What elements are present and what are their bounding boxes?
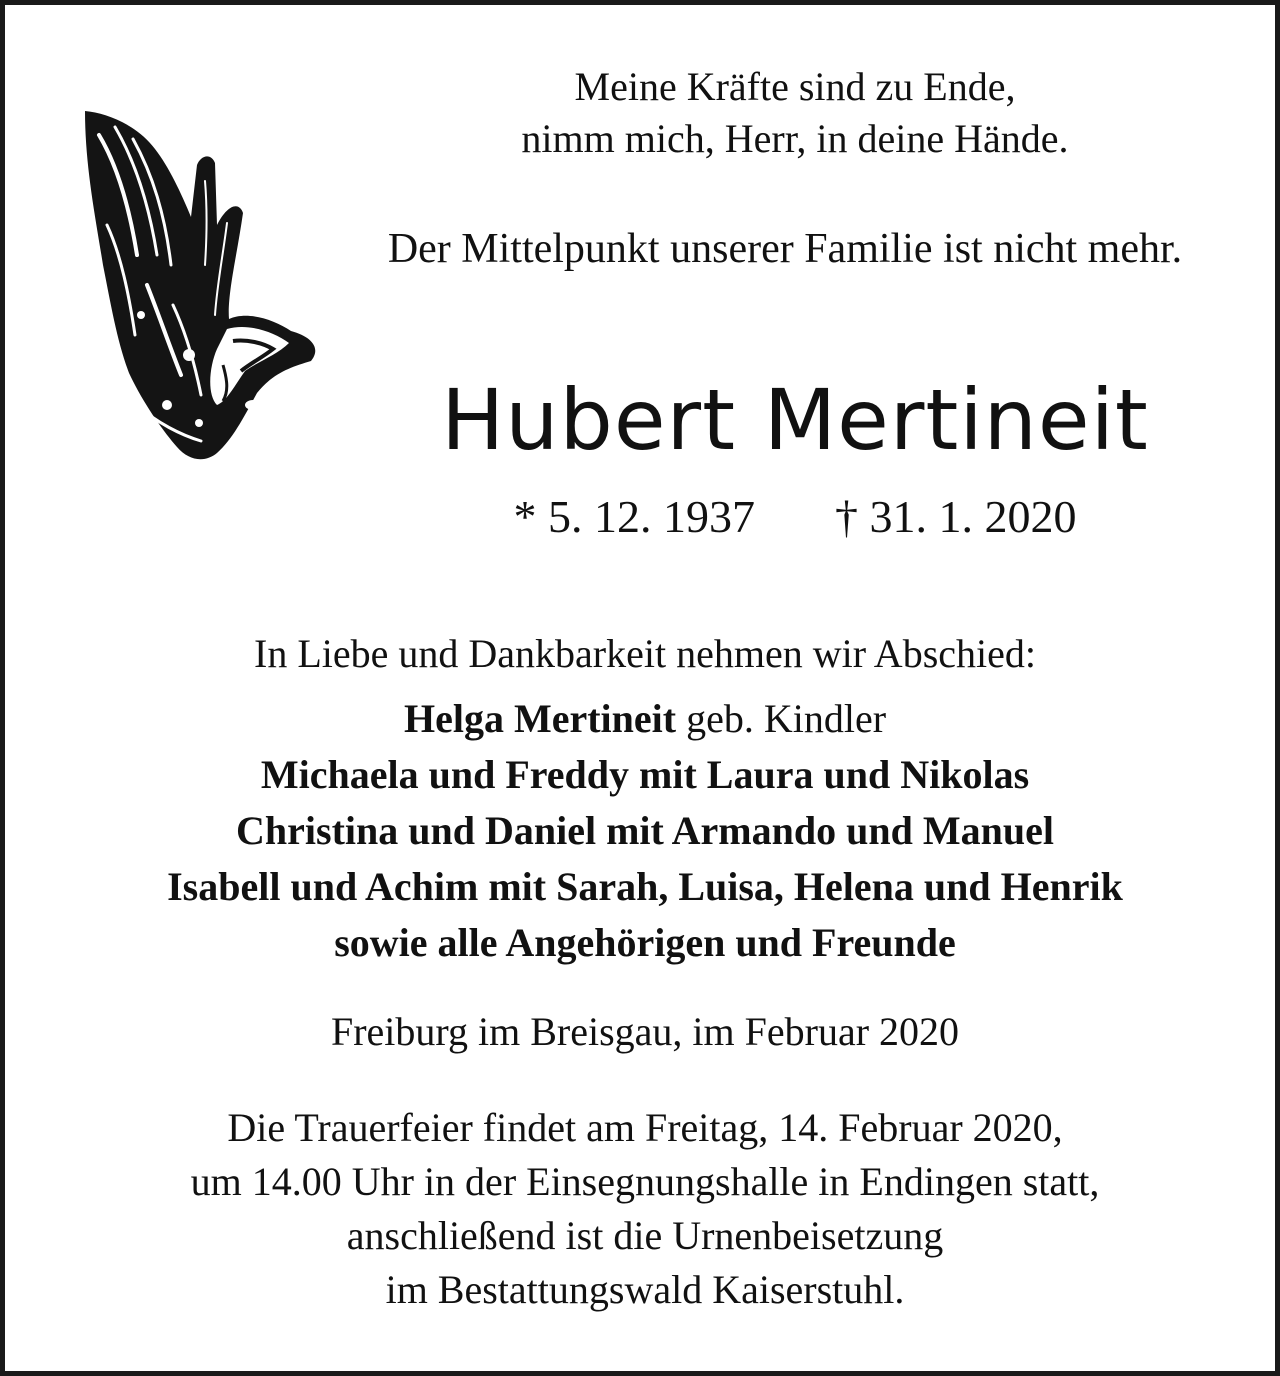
service-line-4: im Bestattungswald Kaiserstuhl. — [385, 1267, 905, 1312]
spouse-line — [35, 691, 1255, 747]
verse-line-2: nimm mich, Herr, in deine Hände. — [521, 116, 1069, 161]
mourner-line — [35, 859, 1255, 915]
spouse-name: Helga Mertineit — [403, 696, 677, 741]
mourner-line-3: Isabell und Achim mit Sarah, Luisa, Helena und Henrik — [167, 864, 1123, 909]
deceased-name: Hubert Mertineit — [441, 371, 1149, 469]
service-line-2: um 14.00 Uhr in der Einsegnungshalle in Endingen statt, — [190, 1159, 1100, 1204]
place-date-line: Freiburg im Breisgau, im Februar 2020 — [330, 1009, 960, 1054]
mourner-line — [35, 915, 1255, 971]
mourner-line — [35, 803, 1255, 859]
verse — [335, 61, 1255, 165]
mourner-line-2: Christina und Daniel mit Armando und Manuel — [236, 808, 1054, 853]
birth-date: * 5. 12. 1937 — [513, 491, 755, 542]
verse-line-1: Meine Kräfte sind zu Ende, — [574, 64, 1016, 109]
spouse-maiden-name: geb. Kindler — [676, 696, 887, 741]
service-line-1: Die Trauerfeier findet am Freitag, 14. Februar 2020, — [227, 1105, 1063, 1150]
service-details — [45, 1101, 1245, 1317]
mourners-list — [35, 691, 1255, 971]
family-center-line: Der Mittelpunkt unserer Familie ist nicht mehr. — [387, 226, 1183, 272]
death-date: † 31. 1. 2020 — [835, 491, 1077, 542]
service-line-3: anschließend ist die Urnenbeisetzung — [346, 1213, 944, 1258]
farewell-line: In Liebe und Dankbarkeit nehmen wir Abschied: — [254, 631, 1036, 676]
mourner-line-1: Michaela und Freddy mit Laura und Nikolas — [260, 752, 1030, 797]
mourner-line-4: sowie alle Angehörigen und Freunde — [334, 920, 956, 965]
mourner-line — [35, 747, 1255, 803]
praying-hands-icon — [77, 105, 322, 465]
life-dates — [365, 487, 1225, 547]
